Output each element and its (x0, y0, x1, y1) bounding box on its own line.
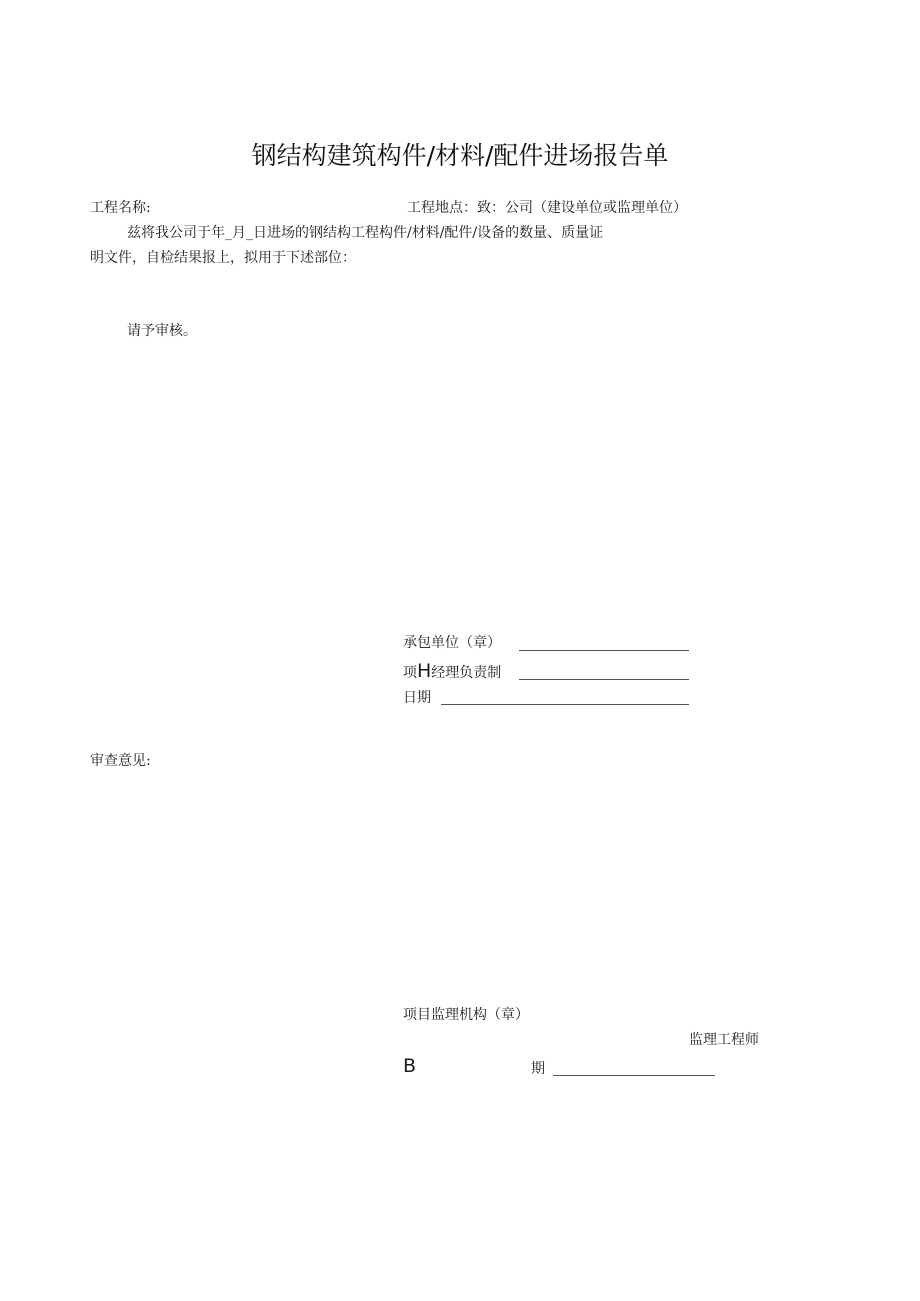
manager-prefix: 项 (403, 665, 417, 681)
body-line-2: 明文件，自检结果报上，拟用于下述部位： (90, 250, 356, 266)
supervision-engineer-label: 监理工程师 (689, 1032, 759, 1048)
contractor-unit-line (519, 650, 689, 651)
supervision-org-label: 项目监理机构（章） (403, 1007, 529, 1023)
contractor-unit-label: 承包单位（章） (403, 635, 501, 651)
document-title: 钢结构建筑构件/材料/配件进场报告单 (251, 141, 669, 170)
request-text: 请予审核。 (127, 323, 197, 339)
project-manager-label (403, 661, 501, 683)
body-line-1: 兹将我公司于年_月_日进场的钢结构工程构件/材料/配件/设备的数量、质量证 (127, 225, 604, 241)
project-name-label: 工程名称: (90, 200, 151, 216)
review-opinion-label: 审查意见: (90, 753, 151, 769)
manager-text: 经理负责制 (431, 665, 502, 681)
contractor-date-line (441, 704, 689, 705)
project-manager-line (519, 679, 689, 680)
contractor-date-label: 日期 (403, 690, 431, 706)
manager-h-glyph: H (417, 660, 432, 682)
supervision-date-label: 期 (531, 1061, 545, 1077)
project-location-label: 工程地点：致：公司（建设单位或监理单位） (407, 200, 687, 216)
supervision-date-line (553, 1075, 715, 1076)
supervision-date-b-glyph: B (403, 1055, 417, 1077)
